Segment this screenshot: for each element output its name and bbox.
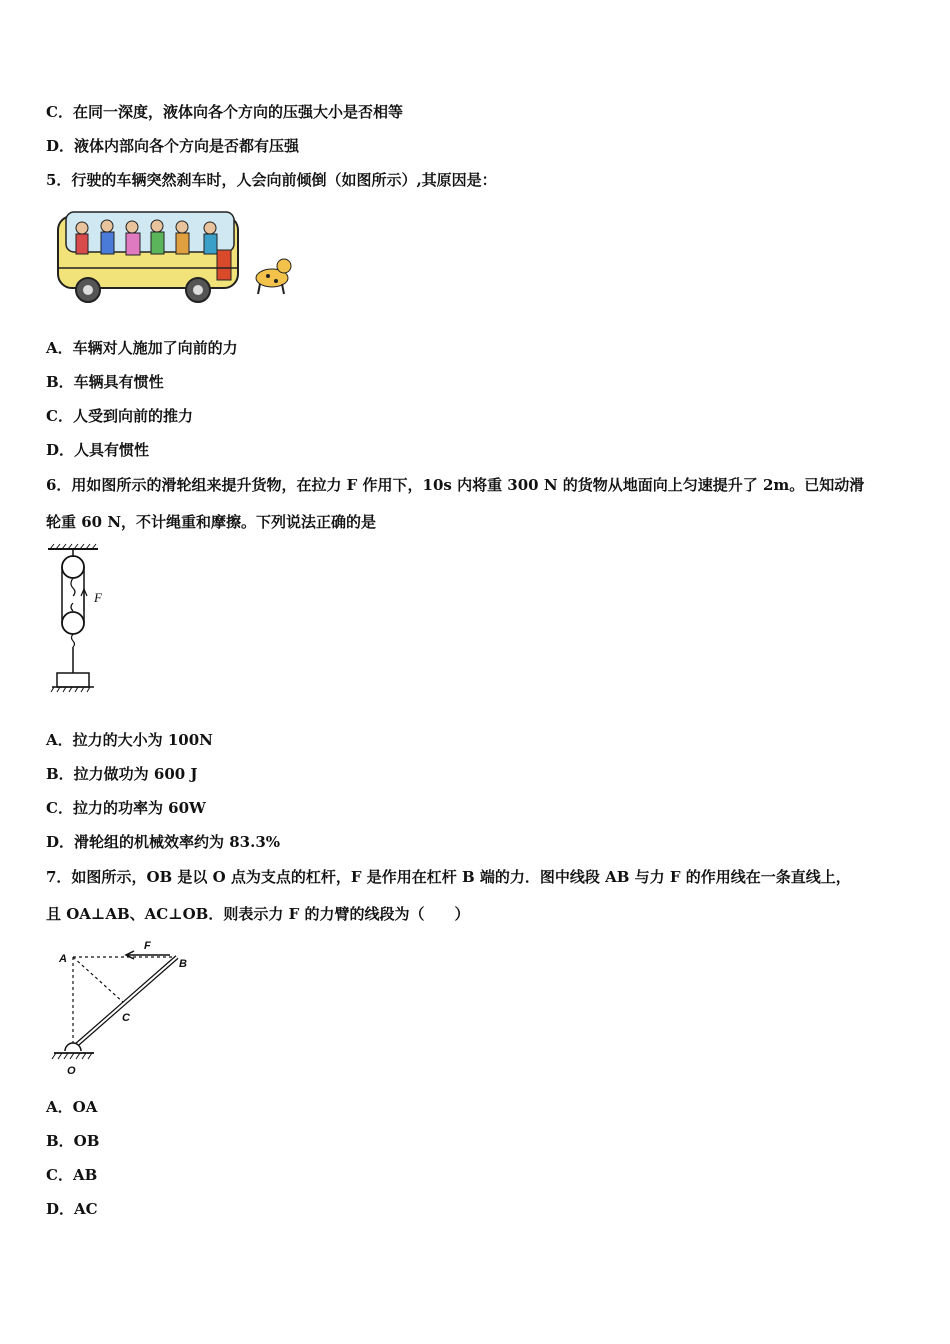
q6-option-c: C．拉力的功率为 60W xyxy=(46,799,206,817)
q5-option-c: C．人受到向前的推力 xyxy=(46,407,193,425)
q5-option-a: A．车辆对人施加了向前的力 xyxy=(46,339,238,357)
q6-option-a: A．拉力的大小为 100N xyxy=(46,731,213,749)
q7-option-d: D．AC xyxy=(46,1200,98,1218)
lever-point-b: B xyxy=(179,958,187,970)
q6-option-b: B．拉力做功为 600 J xyxy=(46,765,198,783)
lever-point-c: C xyxy=(122,1012,130,1024)
q6-option-d: D．滑轮组的机械效率约为 83.3% xyxy=(46,833,281,851)
q5-option-d: D．人具有惯性 xyxy=(46,441,150,459)
q4-option-d: D．液体内部向各个方向是否都有压强 xyxy=(46,137,300,155)
q5-stem: 5．行驶的车辆突然刹车时，人会向前倾倒（如图所示）,其原因是： xyxy=(46,171,497,189)
q7-stem-line2: 且 OA⊥AB、AC⊥OB．则表示力 F 的力臂的线段为（ ） xyxy=(46,905,470,923)
q7-option-c: C．AB xyxy=(46,1166,98,1184)
lever-figure xyxy=(46,935,196,1081)
bus-braking-figure xyxy=(52,202,297,307)
q6-stem-line1: 6．用如图所示的滑轮组来提升货物，在拉力 F 作用下，10s 内将重 300 N 的货物从地面向上匀速提升了 2m。已知动滑 xyxy=(46,476,865,494)
q6-stem-line2: 轮重 60 N，不计绳重和摩擦。下列说法正确的是 xyxy=(46,513,377,531)
lever-point-a: A xyxy=(59,953,67,965)
q7-option-a: A．OA xyxy=(46,1098,98,1116)
lever-force-label: F xyxy=(144,940,151,952)
q7-option-b: B．OB xyxy=(46,1132,100,1150)
pulley-force-label: F xyxy=(94,590,102,605)
q4-option-c: C．在同一深度，液体向各个方向的压强大小是否相等 xyxy=(46,103,403,121)
pulley-system-figure xyxy=(44,543,114,695)
q5-option-b: B．车辆具有惯性 xyxy=(46,373,164,391)
q7-stem-line1: 7．如图所示，OB 是以 O 点为支点的杠杆，F 是作用在杠杆 B 端的力．图中线段 AB 与力 F 的作用线在一条直线上， xyxy=(46,868,851,886)
lever-point-o: O xyxy=(67,1065,76,1077)
